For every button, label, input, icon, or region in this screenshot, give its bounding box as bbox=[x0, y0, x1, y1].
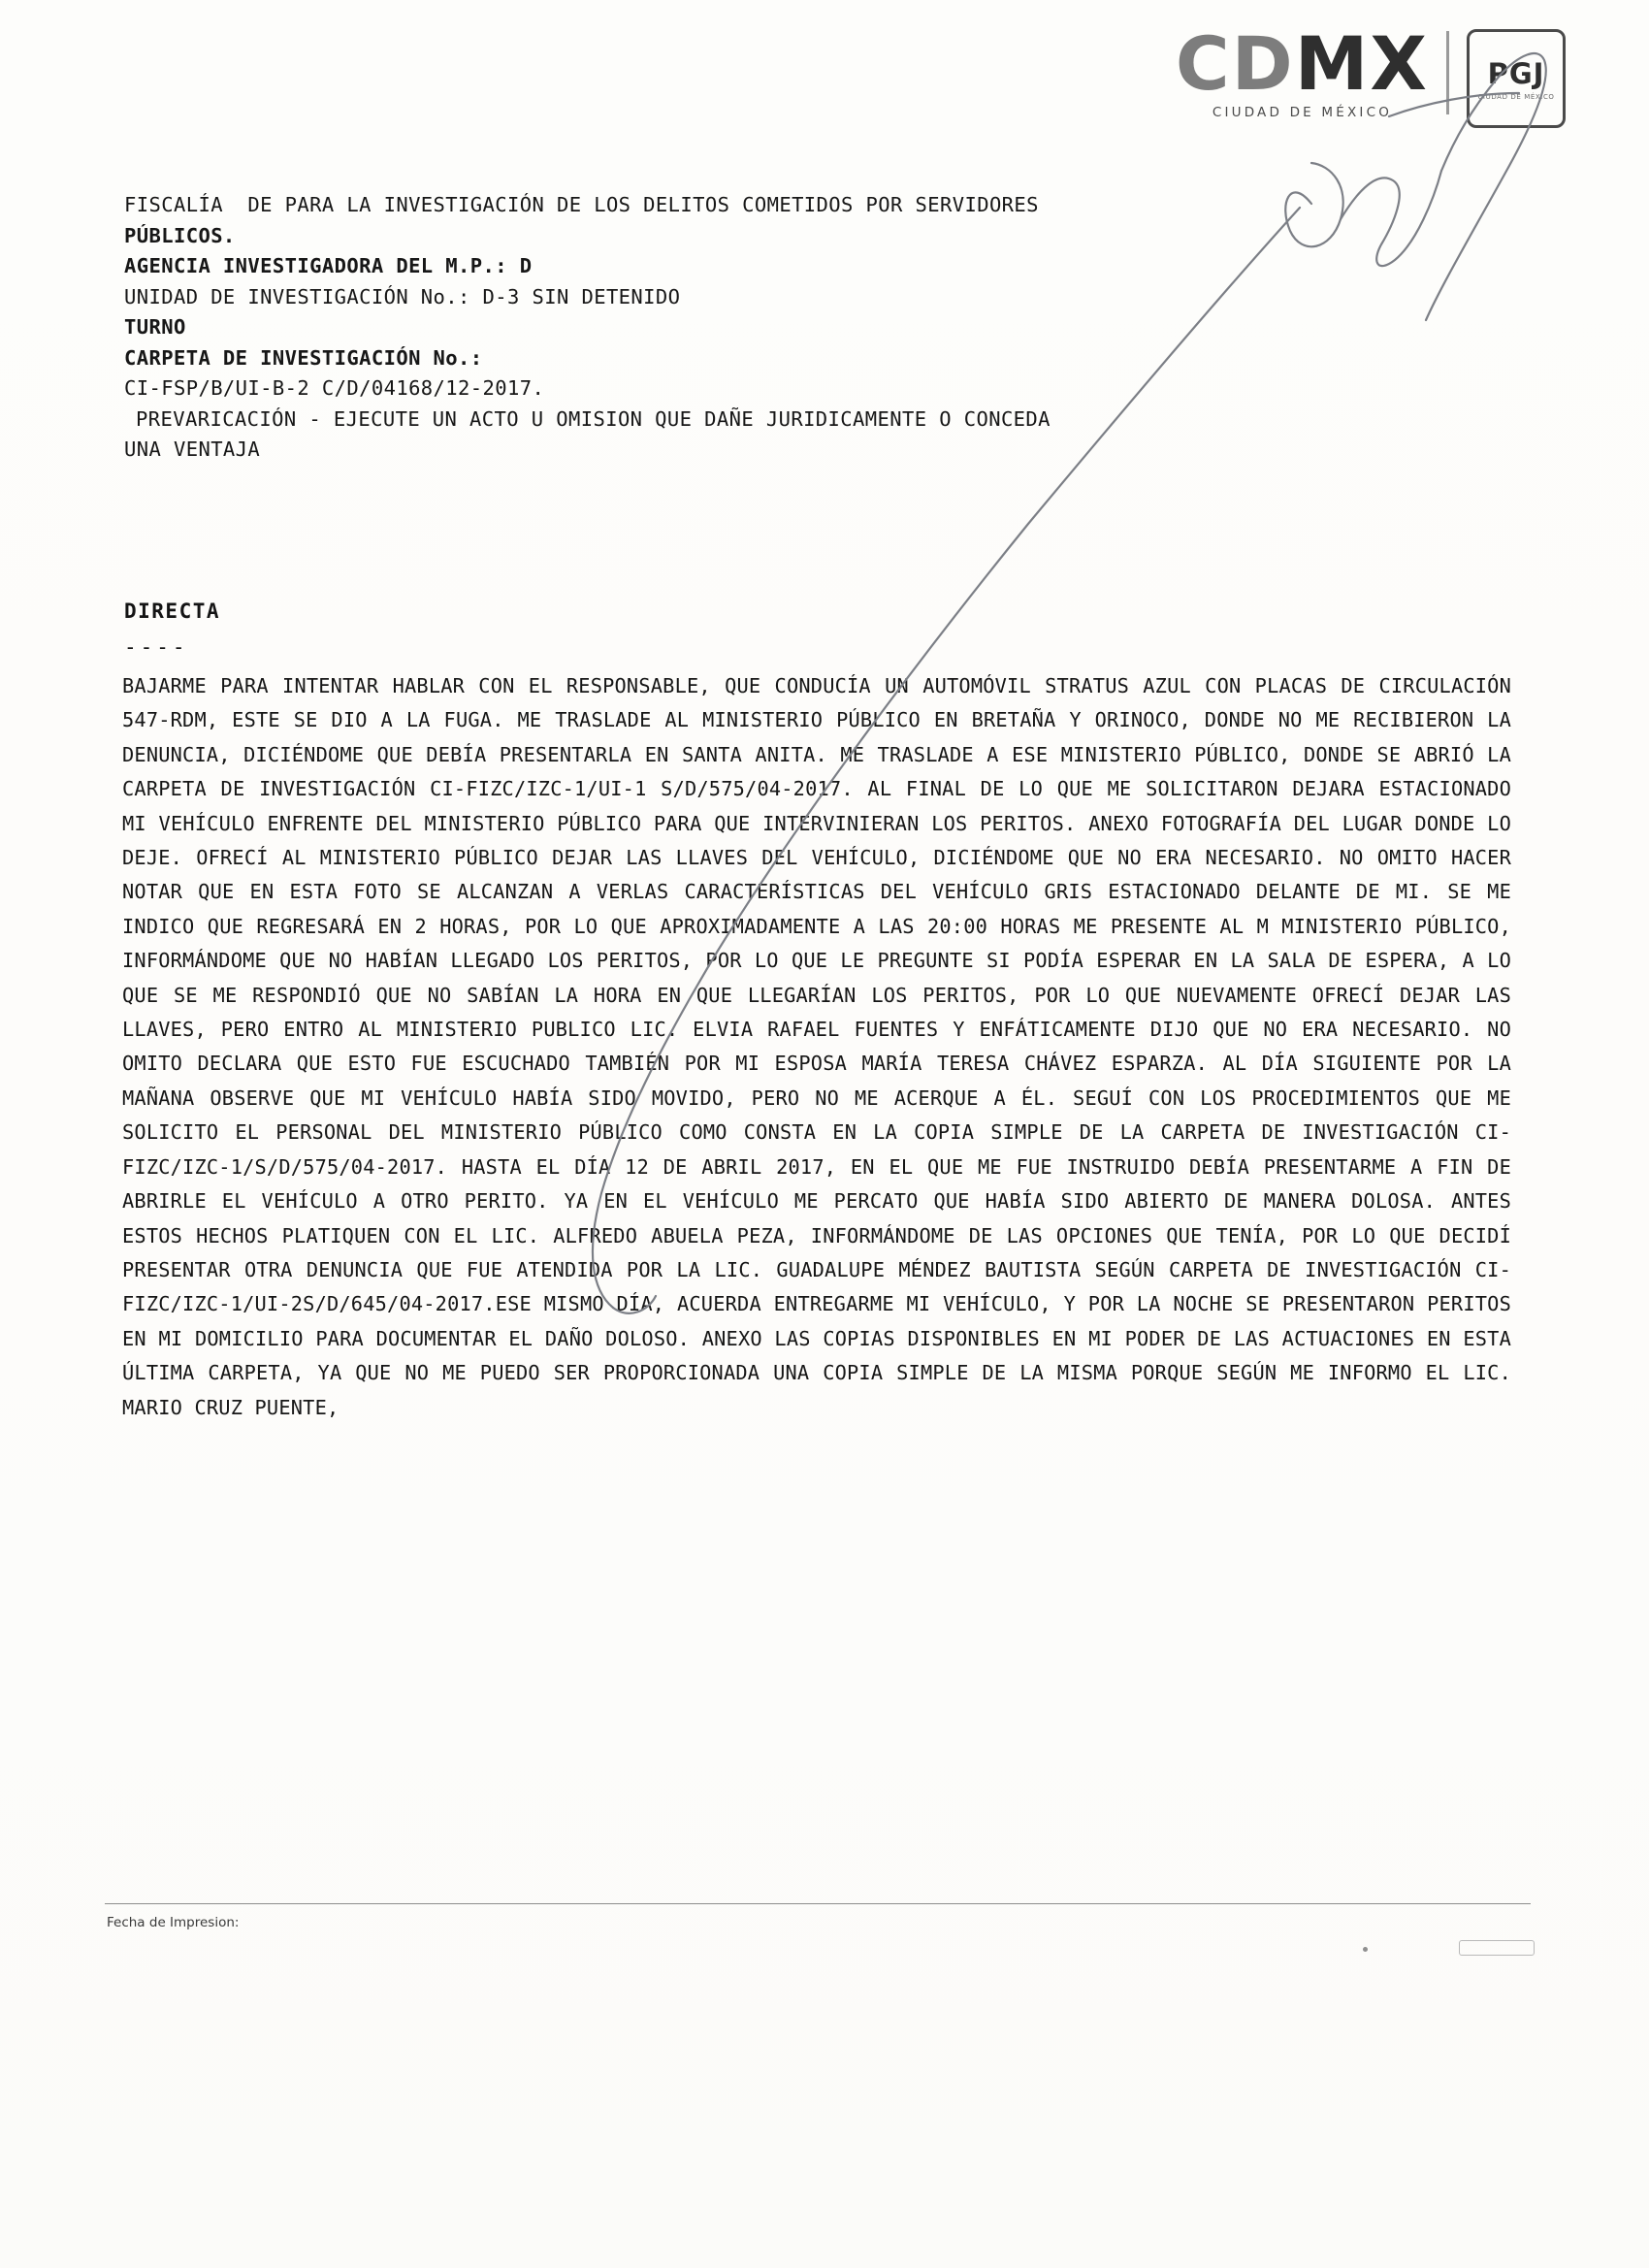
cdmx-wordmark bbox=[1175, 20, 1429, 107]
cdmx-wordmark-cd: CD bbox=[1175, 20, 1295, 107]
footer-divider bbox=[105, 1903, 1531, 1904]
heading-line-8: PREVARICACIÓN - EJECUTE UN ACTO U OMISION QUE DAÑE JURIDICAMENTE O CONCEDA bbox=[136, 406, 1051, 431]
declaration-body-text bbox=[122, 669, 1511, 1425]
heading-line-1: FISCALÍA DE PARA LA INVESTIGACIÓN DE LOS DELITOS COMETIDOS POR SERVIDORES bbox=[124, 193, 1039, 216]
heading-line-2: PÚBLICOS. bbox=[124, 223, 236, 247]
cdmx-wordmark-mx: MX bbox=[1294, 20, 1429, 107]
heading-line-9: UNA VENTAJA bbox=[124, 437, 261, 461]
heading-line-4: UNIDAD DE INVESTIGACIÓN No.: D-3 SIN DETENIDO bbox=[124, 284, 681, 308]
footer-scan-dot-icon bbox=[1363, 1947, 1368, 1952]
footer-print-date-label: Fecha de Impresion: bbox=[107, 1915, 240, 1930]
cdmx-subtitle: CIUDAD DE MÉXICO bbox=[1212, 105, 1393, 120]
heading-line-6: CARPETA DE INVESTIGACIÓN No.: bbox=[124, 345, 483, 370]
case-heading-block bbox=[124, 190, 1511, 466]
footer-stamp-box bbox=[1459, 1940, 1535, 1956]
heading-line-5: TURNO bbox=[124, 315, 186, 339]
heading-line-3: AGENCIA INVESTIGADORA DEL M.P.: D bbox=[124, 254, 533, 277]
section-underline: ---- bbox=[124, 635, 189, 659]
logo-divider bbox=[1446, 31, 1449, 114]
header-logo-area bbox=[1175, 20, 1566, 128]
heading-line-7: CI-FSP/B/UI-B-2 C/D/04168/12-2017. bbox=[124, 376, 545, 400]
section-title-directa: DIRECTA bbox=[124, 599, 221, 623]
pgj-seal-icon bbox=[1467, 29, 1566, 128]
declaration-paragraph: BAJARME PARA INTENTAR HABLAR CON EL RESPONSABLE, QUE CONDUCÍA UN AUTOMÓVIL STRATUS AZUL CON PLACAS DE CIRCULACIÓN 547-RDM, ESTE SE DIO A LA FUGA. ME TRASLADE AL MINISTERIO PÚBLICO EN BRETAÑA Y ORINOCO, DONDE NO ME RECIBIERON LA DENUNCIA, DICIÉNDOME QUE DEBÍA PRESENTARLA EN SANTA ANITA. ME TRASLADE A ESE MINISTERIO PÚBLICO, DONDE SE ABRIÓ LA CARPETA DE INVESTIGACIÓN CI-FIZC/IZC-1/UI-1 S/D/575/04-2017. AL FINAL DE LO QUE ME SOLICITARON DEJARA ESTACIONADO MI VEHÍCULO ENFRENTE DEL MINISTERIO PÚBLICO PARA QUE INTERVINIERAN LOS PERITOS. ANEXO FOTOGRAFÍA DEL LUGAR DONDE LO DEJE. OFRECÍ AL MINISTERIO PÚBLICO DEJAR LAS LLAVES DEL VEHÍCULO, DICIÉNDOME QUE NO ERA NECESARIO. NO OMITO HACER NOTAR QUE EN ESTA FOTO SE ALCANZAN A VERLAS CARACTERÍSTICAS DEL VEHÍCULO GRIS ESTACIONADO DELANTE DE MI. SE ME INDICO QUE REGRESARÁ EN 2 HORAS, POR LO QUE APROXIMADAMENTE A LAS 20:00 HORAS ME PRESENTE AL M MINISTERIO PÚBLICO, INFORMÁNDOME QUE NO HABÍAN LLEGADO LOS PERITOS, POR LO QUE LE PREGUNTE SI PODÍA ESPERAR EN LA SALA DE ESPERA, A LO QUE SE ME RESPONDIÓ QUE NO SABÍAN LA HORA EN QUE LLEGARÍAN LOS PERITOS, POR LO QUE NUEVAMENTE OFRECÍ DEJAR LAS LLAVES, PERO ENTRO AL MINISTERIO PUBLICO LIC. ELVIA RAFAEL FUENTES Y ENFÁTICAMENTE DIJO QUE NO ERA NECESARIO. NO OMITO DECLARA QUE ESTO FUE ESCUCHADO TAMBIÉN POR MI ESPOSA MARÍA TERESA CHÁVEZ ESPARZA. AL DÍA SIGUIENTE POR LA MAÑANA OBSERVE QUE MI VEHÍCULO HABÍA SIDO MOVIDO, PERO NO ME ACERQUE A ÉL. SEGUÍ CON LOS PROCEDIMIENTOS QUE ME SOLICITO EL PERSONAL DEL MINISTERIO PÚBLICO COMO CONSTA EN LA COPIA SIMPLE DE LA CARPETA DE INVESTIGACIÓN CI-FIZC/IZC-1/S/D/575/04-2017. HASTA EL DÍA 12 DE ABRIL 2017, EN EL QUE ME FUE INSTRUIDO DEBÍA PRESENTARME A FIN DE ABRIRLE EL VEHÍCULO A OTRO PERITO. YA EN EL VEHÍCULO ME PERCATO QUE HABÍA SIDO ABIERTO DE MANERA DOLOSA. ANTES ESTOS HECHOS PLATIQUEN CON EL LIC. ALFREDO ABUELA PEZA, INFORMÁNDOME DE LAS OPCIONES QUE TENÍA, POR LO QUE DECIDÍ PRESENTAR OTRA DENUNCIA QUE FUE ATENDIDA POR LA LIC. GUADALUPE MÉNDEZ BAUTISTA SEGÚN CARPETA DE INVESTIGACIÓN CI-FIZC/IZC-1/UI-2S/D/645/04-2017.ESE MISMO DÍA, ACUERDA ENTREGARME MI VEHÍCULO, Y POR LA NOCHE SE PRESENTARON PERITOS EN MI DOMICILIO PARA DOCUMENTAR EL DAÑO DOLOSO. ANEXO LAS COPIAS DISPONIBLES EN MI PODER DE LAS ACTUACIONES EN ESTA ÚLTIMA CARPETA, YA QUE NO ME PUEDO SER PROPORCIONADA UNA COPIA SIMPLE DE LA MISMA PORQUE SEGÚN ME INFORMO EL LIC. MARIO CRUZ PUENTE, bbox=[122, 674, 1511, 1419]
pgj-seal-subtitle: CIUDAD DE MÉXICO bbox=[1477, 92, 1555, 101]
cdmx-logo bbox=[1175, 20, 1429, 120]
pgj-seal-text: PGJ bbox=[1487, 56, 1545, 90]
